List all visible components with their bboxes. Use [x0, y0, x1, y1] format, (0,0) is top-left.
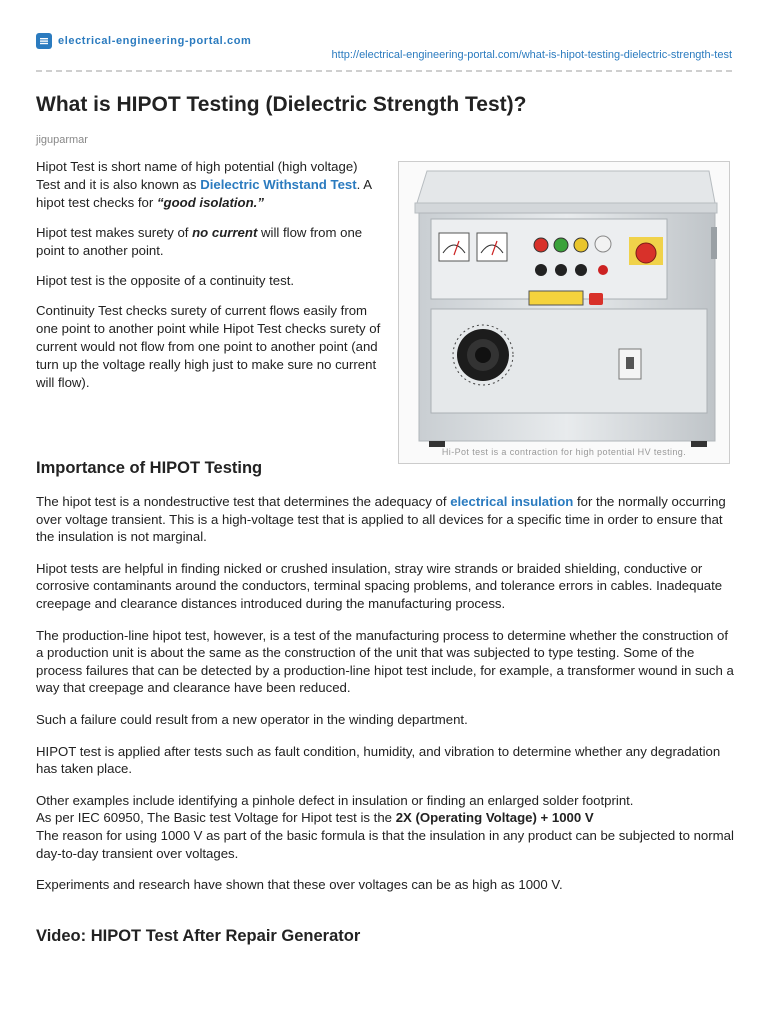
importance-paragraph-4: Such a failure could result from a new operator in the winding department. [36, 711, 468, 727]
importance-paragraph-5: HIPOT test is applied after tests such as fault condition, humidity, and vibration to determine whether any degradation has taken place. [36, 743, 721, 777]
hipot-tester-image [409, 167, 719, 449]
document-icon [36, 33, 52, 49]
intro-section [36, 158, 381, 404]
page-url[interactable]: http://electrical-engineering-portal.com/what-is-hipot-testing-dielectric-strength-test [331, 49, 732, 61]
importance-paragraph-2: Hipot tests are helpful in finding nicked or crushed insulation, stray wire strands or braided shielding, conductive or corrosive contaminants around the conductors, terminal spacing problems, and tolerance errors in cables. Inadequate creepage and clearance distances introduced during the manufacturing process. [36, 560, 723, 611]
importance-paragraph-3: The production-line hipot test, however, is a test of the manufacturing process to determine whether the construction of a production unit is about the same as the construction of the unit that was subjected to type testing. Some of the process failures that can be detected by a production-line hipot test include, for example, a transformer wound in such a way that creepage and clearance have been reduced. [36, 627, 734, 696]
site-name[interactable]: electrical-engineering-portal.com [58, 35, 252, 47]
intro-paragraph-2: Hipot test makes surety of no current will flow from one point to another point. [36, 225, 363, 258]
importance-paragraph-7: Experiments and research have shown that these over voltages can be as high as 1000 V. [36, 877, 563, 893]
section-heading-video: Video: HIPOT Test After Repair Generator [36, 927, 361, 945]
figure-caption: Hi-Pot test is a contraction for high potential HV testing. [441, 447, 687, 457]
site-header [36, 33, 732, 73]
good-isolation-text: “good isolation.” [156, 195, 264, 210]
electrical-insulation-link[interactable]: electrical insulation [450, 494, 574, 509]
header-divider [36, 70, 732, 72]
intro-paragraph-1: Hipot Test is short name of high potential (high voltage) Test and it is also known as Dielectric Withstand Test. A hipot test checks for “good isolation.” [36, 159, 372, 210]
intro-paragraph-4: Continuity Test checks surety of current flows easily from one point to another point while Hipot Test checks surety of current would not flow from one point to another point (and turn up the voltage really high just to make sure no current will flow). [36, 303, 381, 390]
dielectric-withstand-link[interactable]: Dielectric Withstand Test [200, 177, 357, 192]
site-brand[interactable] [36, 33, 732, 49]
author[interactable]: jiguparmar [36, 134, 88, 146]
formula-text: 2X (Operating Voltage) + 1000 V [395, 810, 594, 826]
importance-section [36, 493, 736, 908]
section-heading-importance: Importance of HIPOT Testing [36, 459, 263, 477]
intro-paragraph-3: Hipot test is the opposite of a continuity test. [36, 273, 295, 288]
hipot-tester-figure [398, 161, 730, 464]
importance-paragraph-6: Other examples include identifying a pinhole defect in insulation or finding an enlarged solder footprint. As per IEC 60950, The Basic test Voltage for Hipot test is the 2X (Operating Voltage) + 1000 V The reason for using 1000 V as part of the basic formula is that the insulation in any product can be subjected to normal day-to-day transient over voltages. [36, 792, 734, 861]
page-title: What is HIPOT Testing (Dielectric Strength Test)? [36, 93, 527, 116]
importance-paragraph-1: The hipot test is a nondestructive test that determines the adequacy of electrical insulation for the normally occurring over voltage transient. This is a high-voltage test that is applied to all devices for a specific time in order to ensure that the insulation is not marginal. [36, 494, 726, 545]
